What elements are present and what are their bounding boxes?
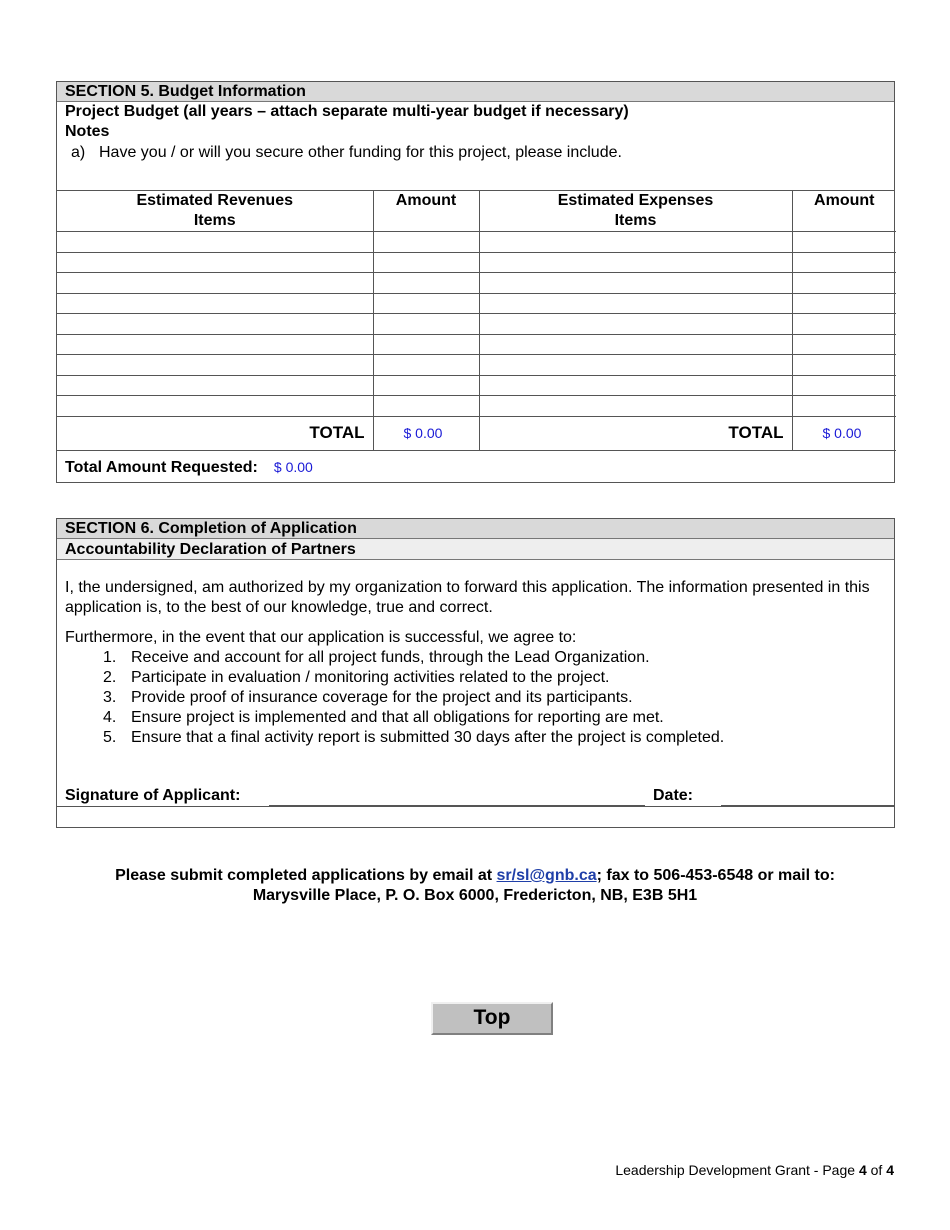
col-estimated-revenues: Estimated Revenues Items — [57, 191, 373, 232]
revenue-item-field[interactable] — [57, 314, 373, 335]
list-item: 1. Receive and account for all project funds, through the Lead Organization. — [103, 649, 650, 666]
expense-amount-field[interactable] — [792, 314, 896, 335]
expense-amount-field[interactable] — [792, 293, 896, 314]
expense-amount-field[interactable] — [792, 334, 896, 355]
expense-item-field[interactable] — [479, 293, 792, 314]
total-expenses-value: $ 0.00 — [792, 416, 896, 450]
list-item: 3. Provide proof of insurance coverage for the project and its participants. — [103, 689, 633, 706]
expense-item-field[interactable] — [479, 252, 792, 273]
revenue-item-field[interactable] — [57, 273, 373, 294]
revenue-item-field[interactable] — [57, 334, 373, 355]
revenue-amount-field[interactable] — [373, 252, 479, 273]
revenue-amount-field[interactable] — [373, 273, 479, 294]
budget-row — [57, 314, 896, 335]
date-label: Date: — [653, 787, 694, 804]
budget-notes — [57, 102, 894, 191]
note-a-text: Have you / or will you secure other funding for this project, please include. — [99, 144, 622, 161]
revenue-item-field[interactable] — [57, 232, 373, 253]
revenue-amount-field[interactable] — [373, 314, 479, 335]
budget-row — [57, 355, 896, 376]
budget-row — [57, 232, 896, 253]
section6-title: SECTION 6. Completion of Application — [57, 519, 894, 539]
total-revenues-label: TOTAL — [57, 416, 373, 450]
revenue-amount-field[interactable] — [373, 355, 479, 376]
expense-item-field[interactable] — [479, 375, 792, 396]
total-requested-value: $ 0.00 — [273, 458, 313, 475]
expense-amount-field[interactable] — [792, 396, 896, 417]
revenue-amount-field[interactable] — [373, 375, 479, 396]
submission-instructions: Please submit completed applications by email at sr/sl@gnb.ca; fax to 506-453-6548 or mail to: Marysville Place, P. O. Box 6000, Fredericton, NB, E3B 5H1 — [0, 866, 950, 906]
total-row — [57, 416, 896, 450]
col-amount-expenses: Amount — [792, 191, 896, 232]
total-revenues-value: $ 0.00 — [373, 416, 479, 450]
revenue-item-field[interactable] — [57, 396, 373, 417]
budget-row — [57, 252, 896, 273]
top-button[interactable]: Top — [431, 1002, 553, 1035]
revenue-amount-field[interactable] — [373, 293, 479, 314]
expense-item-field[interactable] — [479, 314, 792, 335]
list-item: 5. Ensure that a final activity report is submitted 30 days after the project is completed. — [103, 729, 725, 746]
budget-row — [57, 396, 896, 417]
section5-title: SECTION 5. Budget Information — [57, 82, 894, 102]
expense-amount-field[interactable] — [792, 375, 896, 396]
agreement-list — [103, 648, 886, 748]
expense-item-field[interactable] — [479, 334, 792, 355]
revenue-amount-field[interactable] — [373, 334, 479, 355]
revenue-item-field[interactable] — [57, 293, 373, 314]
note-a — [65, 142, 894, 163]
expense-amount-field[interactable] — [792, 232, 896, 253]
budget-section — [56, 81, 895, 483]
note-a-label: a) — [71, 144, 86, 161]
revenue-item-field[interactable] — [57, 355, 373, 376]
revenue-item-field[interactable] — [57, 375, 373, 396]
declaration-body — [57, 560, 894, 748]
section6-subtitle: Accountability Declaration of Partners — [57, 539, 894, 560]
expense-item-field[interactable] — [479, 355, 792, 376]
total-requested — [57, 451, 894, 477]
expense-item-field[interactable] — [479, 396, 792, 417]
notes-label: Notes — [65, 123, 110, 140]
expense-amount-field[interactable] — [792, 355, 896, 376]
section6-divider — [57, 806, 894, 807]
total-expenses-label: TOTAL — [479, 416, 792, 450]
budget-row — [57, 293, 896, 314]
budget-row — [57, 273, 896, 294]
expense-amount-field[interactable] — [792, 252, 896, 273]
list-item: 4. Ensure project is implemented and that all obligations for reporting are met. — [103, 709, 664, 726]
mailing-address: Marysville Place, P. O. Box 6000, Fredericton, NB, E3B 5H1 — [252, 887, 698, 904]
completion-section — [56, 518, 895, 828]
expense-amount-field[interactable] — [792, 273, 896, 294]
agreement-intro: Furthermore, in the event that our application is successful, we agree to: — [65, 629, 577, 646]
page-footer: Leadership Development Grant - Page 4 of 4 — [615, 1162, 894, 1178]
expense-item-field[interactable] — [479, 273, 792, 294]
declaration-paragraph: I, the undersigned, am authorized by my organization to forward this application. The information presented in this application is, to the best of our knowledge, true and correct. — [65, 579, 870, 616]
total-requested-label: Total Amount Requested: — [65, 458, 258, 476]
expense-item-field[interactable] — [479, 232, 792, 253]
col-amount-revenues: Amount — [373, 191, 479, 232]
revenue-item-field[interactable] — [57, 252, 373, 273]
signature-label: Signature of Applicant: — [65, 787, 241, 804]
budget-row — [57, 334, 896, 355]
list-item: 2. Participate in evaluation / monitoring activities related to the project. — [103, 669, 610, 686]
signature-row — [65, 787, 888, 811]
budget-subtitle: Project Budget (all years – attach separate multi-year budget if necessary) — [65, 103, 629, 120]
email-link[interactable]: sr/sl@gnb.ca — [496, 867, 597, 884]
revenue-amount-field[interactable] — [373, 396, 479, 417]
col-estimated-expenses: Estimated Expenses Items — [479, 191, 792, 232]
budget-table — [57, 191, 896, 451]
budget-row — [57, 375, 896, 396]
revenue-amount-field[interactable] — [373, 232, 479, 253]
